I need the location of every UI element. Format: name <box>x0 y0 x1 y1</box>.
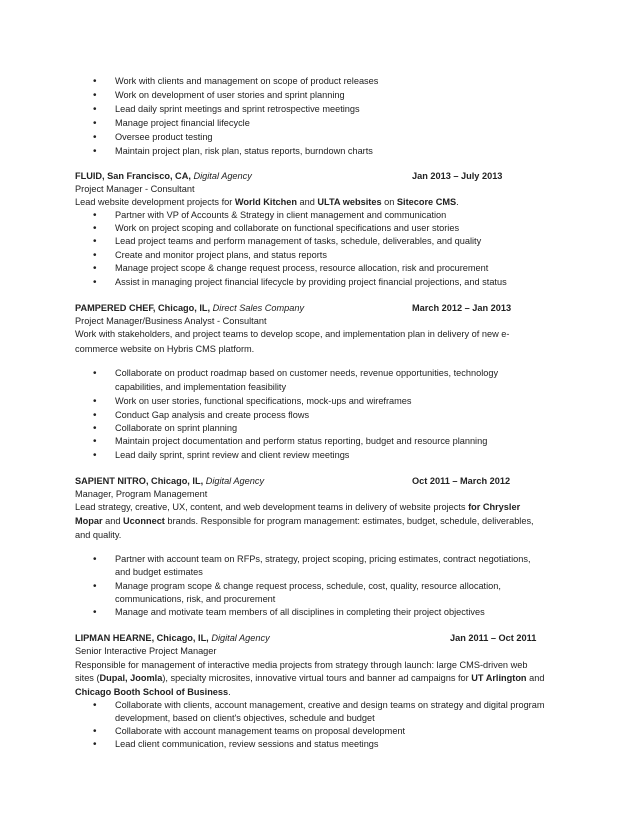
bullet-icon: • <box>93 607 97 618</box>
bullet-icon: • <box>93 223 97 234</box>
job-description: Mopar and Uconnect brands. Responsible for program management: estimates, budget, schedule, deliverables, <box>75 516 534 526</box>
bullet-icon: • <box>93 250 97 261</box>
job-description: Work with stakeholders, and project teams to develop scope, and implementation plan in delivery of new e- <box>75 329 510 339</box>
job-role: Project Manager/Business Analyst - Consultant <box>75 316 267 326</box>
bullet-icon: • <box>93 90 97 101</box>
job-role: Senior Interactive Project Manager <box>75 646 217 656</box>
job-description: and quality. <box>75 530 122 540</box>
bullet-icon: • <box>93 581 97 592</box>
bullet-icon: • <box>93 423 97 434</box>
job-header-fluid <box>75 170 608 184</box>
bullet-icon: • <box>93 263 97 274</box>
bullet-icon: • <box>93 146 97 157</box>
job-role: Project Manager - Consultant <box>75 184 195 194</box>
job-description: Lead strategy, creative, UX, content, and web development teams in delivery of website projects for Chrysler <box>75 502 521 512</box>
bullet-icon: • <box>93 396 97 407</box>
company-type: Digital Agency <box>205 476 265 486</box>
job-description: Responsible for management of interactive media projects from strategy through launch: large CMS-driven web <box>75 660 528 670</box>
company-name: FLUID, San Francisco, CA, <box>75 171 191 181</box>
bullet-icon: • <box>93 132 97 143</box>
bullet-icon: • <box>93 118 97 129</box>
bullet-icon: • <box>93 436 97 447</box>
bullet-icon: • <box>93 554 97 565</box>
job-dates: Jan 2013 – July 2013 <box>412 171 503 181</box>
company-name: LIPMAN HEARNE, Chicago, IL, <box>75 633 209 643</box>
bullet-icon: • <box>93 277 97 288</box>
job-header-sapient-nitro <box>75 475 608 489</box>
job-role: Manager, Program Management <box>75 489 208 499</box>
bullet-icon: • <box>93 410 97 421</box>
job-description: commerce website on Hybris CMS platform. <box>75 344 255 354</box>
bullet-icon: • <box>93 739 97 750</box>
company-name: SAPIENT NITRO, Chicago, IL, <box>75 476 204 486</box>
job-dates: Oct 2011 – March 2012 <box>412 476 511 486</box>
bullet-icon: • <box>93 450 97 461</box>
job-description: Chicago Booth School of Business. <box>75 687 231 697</box>
job-dates: March 2012 – Jan 2013 <box>412 303 512 313</box>
bullet-icon: • <box>93 726 97 737</box>
job-description: Lead website development projects for World Kitchen and ULTA websites on Sitecore CMS. <box>75 197 459 207</box>
bullet-icon: • <box>93 210 97 221</box>
job-header-pampered-chef <box>75 302 608 316</box>
bullet-icon: • <box>93 104 97 115</box>
bullet-icon: • <box>93 76 97 87</box>
job-dates: Jan 2011 – Oct 2011 <box>450 633 537 643</box>
company-type: Digital Agency <box>211 633 270 643</box>
job-description: sites (Dupal, Joomla), specialty microsites, innovative virtual tours and banner ad campaigns for UT Arlington and <box>75 673 545 683</box>
resume-page: • Work with clients and management on scope of product releases • Work on development of user stories and sprint planning • Lead daily sprint meetings and sprint retrospective meetings • Manage project financial lifecycle • Oversee product testing • Maintain project plan, risk plan, status reports, burndown charts FLUID, San Francisco, CA, Digital Agency Jan 2013 – July 2013 Project Manager - Consultant Lead website development projects for World Kitchen and ULTA websites on Sitecore CMS. • Partner with VP of Accounts & Strategy in client management and communication • Work on project scoping and collaborate on functional specifications and user stories • Lead project teams and perform management of tasks, schedule, deliverables, and quality • Create and monitor project plans, and status reports • Manage project scope & change request process, resource allocation, risk and procurement • Assist in managing project financial lifecycle by providing project financial projections, and status PAMPERED CHEF, Chicago, IL, Direct Sales Company March 2012 – Jan 2013 Project Manager/Business Analyst - Consultant Work with stakeholders, and project teams to develop scope, and implementation plan in delivery of new e- commerce website on Hybris CMS platform. • Collaborate on product roadmap based on customer needs, revenue opportunities, technology capabilities, and implementation feasibility • Work on user stories, functional specifications, mock-ups and wireframes • Conduct Gap analysis and create process flows • Collaborate on sprint planning • Maintain project documentation and perform status reporting, budget and resource planning • Lead daily sprint, sprint review and client review meetings SAPIENT NITRO, Chicago, IL, Digital Agency Oct 2011 – March 2012 Manager, Program Management Lead strategy, creative, UX, content, and web development teams in delivery of website projects for Chrysler Mopar and Uconnect brands. Responsible for program management: estimates, budget, schedule, deliverables, and quality. • Partner with account team on RFPs, strategy, project scoping, pricing estimates, contract negotiations, and budget estimates • Manage program scope & change request process, schedule, cost, quality, resource allocation, communications, risk, and procurement • Manage and motivate team members of all disciplines in completing their project objectives LIPMAN HEARNE, Chicago, IL, Digital Agency Jan 2011 – Oct 2011 Senior Interactive Project Manager Responsible for management of interactive media projects from strategy through launch: large CMS-driven web sites (Dupal, Joomla), specialty microsites, innovative virtual tours and banner ad campaigns for UT Arlington and Chicago Booth School of Business. • Collaborate with clients, account management, creative and design teams on strategy and digital program development, based on client's objectives, schedule and budget • Collaborate with account management teams on proposal development • Lead client communication, review sessions and status meetings <box>0 0 638 826</box>
company-type: Direct Sales Company <box>212 303 305 313</box>
bullet-icon: • <box>93 700 97 711</box>
company-type: Digital Agency <box>193 171 252 181</box>
bullet-icon: • <box>93 236 97 247</box>
bullet-icon: • <box>93 368 97 379</box>
company-name: PAMPERED CHEF, Chicago, IL, <box>75 303 211 313</box>
